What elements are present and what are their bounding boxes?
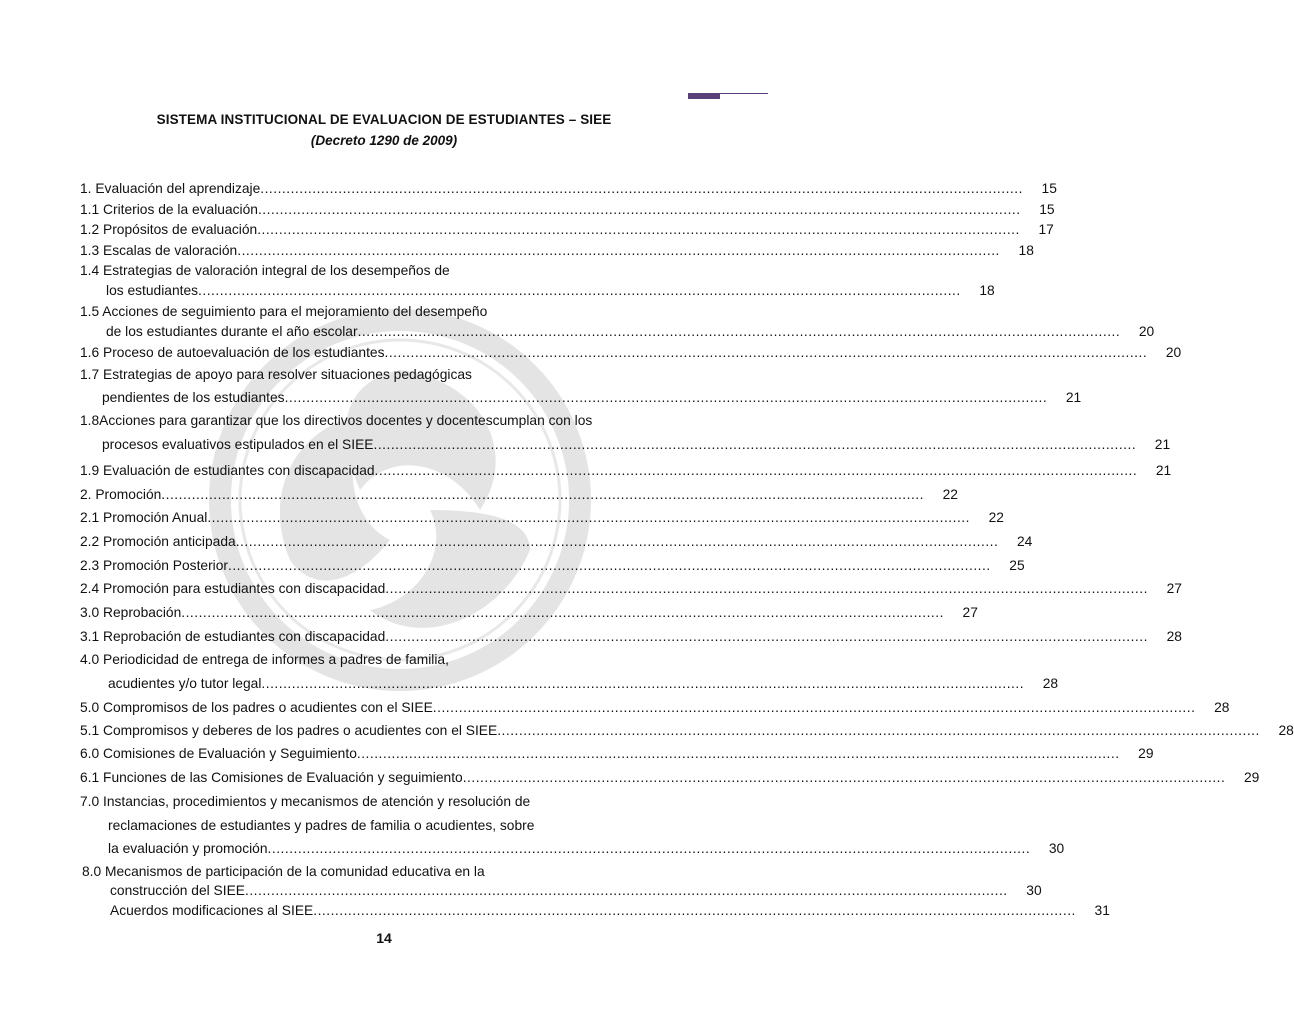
toc-entry-title: 1.1 Criterios de la evaluación bbox=[80, 202, 258, 217]
corner-accent-line bbox=[720, 93, 768, 94]
toc-dot-leader bbox=[228, 558, 991, 573]
toc-dot-leader bbox=[258, 202, 1021, 217]
toc-dot-leader bbox=[357, 746, 1120, 761]
toc-entry-page: 20 bbox=[1138, 324, 1155, 339]
toc-entry-page: 27 bbox=[962, 605, 978, 620]
toc-entry-page: 30 bbox=[1026, 883, 1042, 898]
toc-entry-page: 21 bbox=[1155, 463, 1172, 478]
toc-entry bbox=[80, 278, 995, 298]
toc-entry-title: pendientes de los estudiantes bbox=[102, 390, 285, 405]
toc-entry bbox=[80, 529, 1033, 549]
toc-entry-title: 1.9 Evaluación de estudiantes con discapacidad bbox=[80, 463, 375, 478]
toc-entry-page: 29 bbox=[1244, 770, 1260, 785]
toc-entry-title: 1.4 Estrategias de valoración integral de los desempeños de bbox=[80, 263, 450, 278]
toc-entry-title: 1.8Acciones para garantizar que los directivos docentes y docentescumplan con los bbox=[80, 413, 593, 428]
page-number: 14 bbox=[376, 930, 392, 946]
toc-entry bbox=[80, 258, 630, 278]
toc-entry bbox=[80, 671, 1059, 691]
toc-dot-leader bbox=[375, 463, 1138, 478]
toc-entry-page: 28 bbox=[1278, 723, 1294, 738]
toc-entry-title: 2.4 Promoción para estudiantes con discapacidad bbox=[80, 581, 386, 596]
toc-entry-title: 8.0 Mecanismos de participación de la comunidad educativa en la bbox=[82, 864, 485, 879]
corner-accent-bar bbox=[688, 93, 720, 99]
toc-entry-title: 1.6 Proceso de autoevaluación de los estudiantes bbox=[80, 345, 385, 360]
toc-entry-title: 2.3 Promoción Posterior bbox=[80, 558, 228, 573]
toc-entry-title: 4.0 Periodicidad de entrega de informes a padres de familia, bbox=[80, 652, 449, 667]
toc-entry-title: 3.1 Reprobación de estudiantes con discapacidad bbox=[80, 629, 386, 644]
toc-entry-page: 22 bbox=[942, 487, 958, 502]
toc-dot-leader bbox=[181, 605, 944, 620]
toc-entry-title: la evaluación y promoción bbox=[108, 841, 268, 856]
toc-entry bbox=[80, 319, 1155, 339]
toc-entry-title: reclamaciones de estudiantes y padres de familia o acudientes, sobre bbox=[108, 818, 535, 833]
toc-dot-leader bbox=[497, 723, 1260, 738]
toc-entry-page: 24 bbox=[1017, 534, 1033, 549]
toc-dot-leader bbox=[433, 700, 1196, 715]
toc-entry bbox=[80, 647, 630, 667]
toc-entry bbox=[80, 553, 1025, 573]
toc-entry bbox=[80, 741, 1154, 761]
toc-dot-leader bbox=[236, 534, 999, 549]
toc-dot-leader bbox=[374, 437, 1137, 452]
toc-dot-leader bbox=[268, 841, 1031, 856]
document-title: SISTEMA INSTITUCIONAL DE EVALUACION DE ESTUDIANTES – SIEE bbox=[156, 112, 612, 127]
toc-entry bbox=[80, 340, 1182, 360]
toc-entry-page: 21 bbox=[1154, 437, 1171, 452]
toc-entry-title: los estudiantes bbox=[106, 283, 199, 298]
toc-entry-title: 3.0 Reprobación bbox=[80, 605, 182, 620]
toc-entry-page: 18 bbox=[1018, 243, 1034, 258]
toc-entry-page: 18 bbox=[979, 283, 995, 298]
toc-entry-page: 22 bbox=[988, 510, 1004, 525]
toc-dot-leader bbox=[261, 676, 1024, 691]
toc-dot-leader bbox=[385, 345, 1148, 360]
toc-entry-page: 17 bbox=[1038, 222, 1054, 237]
toc-dot-leader bbox=[161, 487, 924, 502]
toc-entry-page: 28 bbox=[1166, 629, 1182, 644]
toc-entry bbox=[80, 898, 1110, 918]
toc-entry-page: 31 bbox=[1094, 903, 1110, 918]
toc-entry-title: 5.1 Compromisos y deberes de los padres o acudientes con el SIEE bbox=[80, 723, 498, 738]
toc-entry-title: 1.5 Acciones de seguimiento para el mejoramiento del desempeño bbox=[80, 304, 488, 319]
toc-entry-title: Acuerdos modificaciones al SIEE bbox=[110, 903, 314, 918]
toc-entry-page: 30 bbox=[1048, 841, 1065, 856]
toc-entry bbox=[80, 432, 1171, 452]
toc-dot-leader bbox=[245, 883, 1008, 898]
toc-entry-page: 28 bbox=[1042, 676, 1059, 691]
toc-entry bbox=[80, 482, 958, 502]
toc-entry-page: 28 bbox=[1214, 700, 1230, 715]
toc-entry bbox=[80, 458, 1172, 478]
toc-entry-page: 29 bbox=[1138, 746, 1154, 761]
toc-entry-title: 1.3 Escalas de valoración bbox=[80, 243, 238, 258]
document-subtitle: (Decreto 1290 de 2009) bbox=[310, 133, 458, 148]
toc-entry-title: construcción del SIEE bbox=[110, 883, 245, 898]
toc-entry bbox=[80, 408, 630, 428]
toc-dot-leader bbox=[463, 770, 1226, 785]
toc-dot-leader bbox=[285, 390, 1048, 405]
toc-entry bbox=[80, 624, 1182, 644]
toc-dot-leader bbox=[385, 629, 1148, 644]
toc-entry-title: 1.7 Estrategias de apoyo para resolver situaciones pedagógicas bbox=[80, 367, 472, 382]
toc-entry-title: 2.1 Promoción Anual bbox=[80, 510, 208, 525]
toc-entry-title: 6.0 Comisiones de Evaluación y Seguimiento bbox=[80, 746, 357, 761]
toc-entry bbox=[80, 176, 1057, 196]
toc-dot-leader bbox=[358, 324, 1121, 339]
toc-entry bbox=[80, 695, 1230, 715]
toc-dot-leader bbox=[313, 903, 1076, 918]
toc-dot-leader bbox=[237, 243, 1000, 258]
toc-entry-page: 27 bbox=[1166, 581, 1182, 596]
toc-entry bbox=[80, 238, 1034, 258]
toc-entry bbox=[80, 859, 630, 879]
toc-entry bbox=[80, 718, 1294, 738]
toc-entry-title: acudientes y/o tutor legal bbox=[108, 676, 262, 691]
toc-entry bbox=[80, 600, 978, 620]
toc-entry-title: 1.2 Propósitos de evaluación bbox=[80, 222, 258, 237]
toc-entry-page: 25 bbox=[1009, 558, 1025, 573]
toc-dot-leader bbox=[198, 283, 961, 298]
toc-entry bbox=[80, 836, 1065, 856]
toc-entry-title: 7.0 Instancias, procedimientos y mecanismos de atención y resolución de bbox=[80, 794, 531, 809]
toc-entry bbox=[80, 299, 630, 319]
toc-entry bbox=[80, 576, 1182, 596]
toc-entry bbox=[80, 505, 1004, 525]
toc-entry-title: 2.2 Promoción anticipada bbox=[80, 534, 236, 549]
toc-entry-page: 15 bbox=[1041, 181, 1057, 196]
toc-entry-page: 21 bbox=[1065, 390, 1082, 405]
toc-entry-page: 20 bbox=[1165, 345, 1182, 360]
toc-dot-leader bbox=[385, 581, 1148, 596]
toc-dot-leader bbox=[207, 510, 970, 525]
toc-entry-title: 2. Promoción bbox=[80, 487, 162, 502]
toc-entry bbox=[80, 217, 1054, 237]
toc-dot-leader bbox=[260, 181, 1023, 196]
toc-entry-title: 1. Evaluación del aprendizaje bbox=[80, 181, 261, 196]
toc-entry-title: 6.1 Funciones de las Comisiones de Evaluación y seguimiento bbox=[80, 770, 463, 785]
toc-entry bbox=[80, 197, 1055, 217]
toc-dot-leader bbox=[257, 222, 1020, 237]
toc-entry-title: 5.0 Compromisos de los padres o acudientes con el SIEE bbox=[80, 700, 433, 715]
toc-entry bbox=[80, 765, 1260, 785]
toc-entry bbox=[80, 362, 630, 382]
toc-entry bbox=[80, 789, 630, 809]
toc-entry-title: procesos evaluativos estipulados en el SIEE bbox=[102, 437, 374, 452]
toc-entry-title: de los estudiantes durante el año escolar bbox=[106, 324, 358, 339]
toc-entry bbox=[80, 878, 1042, 898]
toc-entry bbox=[80, 813, 630, 833]
toc-entry-page: 15 bbox=[1039, 202, 1055, 217]
toc-entry bbox=[80, 385, 1082, 405]
